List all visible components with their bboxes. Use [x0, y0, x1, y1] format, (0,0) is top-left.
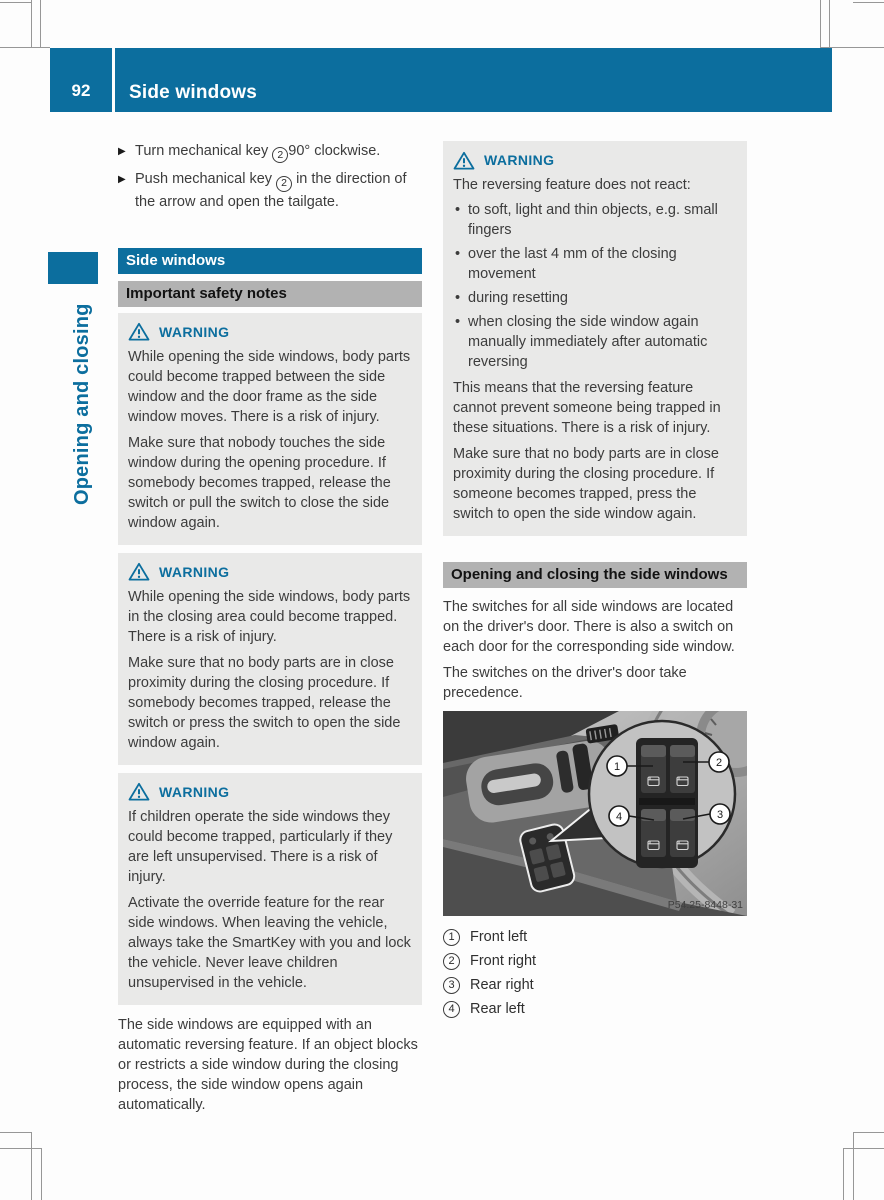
bullet-dot-icon: •: [455, 314, 461, 330]
warning-header: [128, 322, 412, 342]
scan-artifact: [820, 0, 821, 47]
bullet-dot-icon: •: [455, 202, 461, 218]
page-number: 92: [71, 81, 91, 100]
warning-box: [118, 313, 422, 545]
body-paragraph: The switches for all side windows are located on the driver's door. There is also a switch on each door for the corresponding side window.: [443, 599, 735, 655]
callout-3: 3: [716, 809, 724, 821]
warning-bullet: [453, 288, 737, 308]
warning-box: [443, 141, 747, 536]
warning-paragraph: Make sure that no body parts are in close proximity during the closing procedure. If someone becomes trapped, press the switch to open the side window again.: [453, 446, 719, 522]
callout-4: 4: [615, 811, 623, 823]
bullet-dot-icon: •: [455, 290, 461, 306]
legend-item: [443, 997, 747, 1021]
legend-label: Front left: [470, 929, 528, 945]
left-column: [118, 141, 422, 1115]
warning-paragraph: While opening the side windows, body parts could become trapped between the side window and the door frame as the side window moves. There is a risk of injury.: [128, 348, 411, 425]
figure-code: P54.25-8448-31: [667, 899, 743, 911]
warning-paragraph: This means that the reversing feature cannot prevent someone being trapped in these situations. There is a risk of injury.: [453, 380, 721, 436]
legend-number-icon: 3: [443, 977, 460, 994]
warning-bullet: [453, 244, 737, 284]
legend-item: [443, 973, 747, 997]
scan-artifact: [40, 0, 41, 47]
window-switch-panel: [636, 738, 698, 868]
scan-artifact: [853, 2, 884, 3]
warning-box: [118, 773, 422, 1005]
warning-triangle-icon: [128, 322, 150, 341]
action-item: [118, 169, 422, 211]
warning-label: WARNING: [159, 783, 230, 800]
legend-label: Rear left: [470, 1001, 525, 1017]
body-paragraph: The switches on the driver's door take precedence.: [443, 665, 687, 701]
warning-intro: The reversing feature does not react:: [453, 177, 691, 193]
figure-legend: [443, 925, 747, 1021]
right-column: [443, 141, 747, 1021]
action-arrow-icon: ▶: [118, 174, 126, 186]
warning-header: [128, 562, 412, 582]
scan-artifact: [0, 47, 50, 48]
section-header-opening-closing: Opening and closing the side windows: [443, 562, 747, 588]
action-text-post: in the direction of the arrow and open the tailgate.: [135, 171, 407, 210]
sidebar-chapter-label: Opening and closing: [71, 303, 93, 505]
warning-paragraph: Make sure that nobody touches the side window during the opening procedure. If somebody becomes trapped, release the switch or pull the switch to close the side window again.: [128, 434, 391, 531]
warning-paragraph: Make sure that no body parts are in close proximity during the closing procedure. If somebody becomes trapped, release the switch or press the switch to open the side window again.: [128, 654, 401, 751]
warning-paragraph: If children operate the side windows they could become trapped, particularly if they are left unsupervised. There is a risk of injury.: [128, 808, 393, 885]
warning-bullet: [453, 312, 737, 372]
action-list: [118, 141, 422, 212]
legend-number-icon: 1: [443, 929, 460, 946]
warning-header: [128, 782, 412, 802]
warning-bullet-text: to soft, light and thin objects, e.g. small fingers: [468, 202, 718, 238]
door-switch-photo: [443, 711, 747, 916]
action-arrow-icon: ▶: [118, 146, 126, 157]
scan-artifact: [829, 0, 830, 47]
legend-item: [443, 949, 747, 973]
warning-triangle-icon: [453, 151, 475, 170]
scan-artifact: [853, 1132, 854, 1200]
section-header-side-windows: Side windows: [118, 248, 422, 274]
warning-triangle-icon: [128, 562, 150, 581]
scan-artifact: [0, 1148, 41, 1149]
action-text-pre: Turn mechanical key: [135, 143, 273, 159]
chapter-title: Side windows: [129, 82, 258, 103]
warning-header: [453, 150, 737, 170]
legend-label: Front right: [470, 953, 537, 969]
warning-paragraph: While opening the side windows, body parts in the closing area could become trapped. There is a risk of injury.: [128, 588, 411, 645]
circled-number-2-icon: 2: [276, 176, 292, 192]
warning-box: [118, 553, 422, 765]
warning-bullet-text: when closing the side window again manually immediately after automatic reversing: [468, 314, 708, 370]
figure-door-switches: [443, 711, 747, 916]
scan-artifact: [0, 1132, 31, 1133]
warning-label: WARNING: [484, 152, 555, 168]
action-item: [118, 141, 422, 163]
sidebar-tab-marker: [48, 252, 98, 284]
bullet-dot-icon: •: [455, 246, 461, 262]
scan-artifact: [31, 1132, 32, 1200]
callout-1: 1: [613, 761, 621, 773]
warning-bullet-list: [453, 200, 737, 372]
warning-bullet-text: during resetting: [468, 290, 568, 306]
warning-label: WARNING: [159, 563, 230, 580]
scan-artifact: [843, 1148, 844, 1200]
legend-number-icon: 2: [443, 953, 460, 970]
scan-artifact: [31, 0, 32, 47]
scan-artifact: [0, 2, 31, 3]
subsection-header-important-safety-notes: Important safety notes: [118, 281, 422, 307]
legend-label: Rear right: [470, 977, 534, 993]
warning-bullet: [453, 200, 737, 240]
legend-number-icon: 4: [443, 1001, 460, 1018]
scan-artifact: [843, 1148, 884, 1149]
warning-triangle-icon: [128, 782, 150, 801]
warning-paragraph: Activate the override feature for the rear side windows. When leaving the vehicle, always take the SmartKey with you and lock the vehicle. Never leave children unsupervised in the vehicle.: [128, 894, 411, 991]
action-text-post: 90° clockwise.: [288, 143, 381, 159]
scan-artifact: [41, 1148, 42, 1200]
circled-number-2-icon: 2: [272, 147, 288, 163]
legend-item: [443, 925, 747, 949]
action-text-pre: Push mechanical key: [135, 171, 277, 188]
warning-label: WARNING: [159, 323, 230, 340]
chapter-header-bar: [50, 48, 832, 112]
body-paragraph: The side windows are equipped with an automatic reversing feature. If an object blocks or restricts a side window during the closing process, the side window opens again automatically.: [118, 1016, 418, 1113]
scan-artifact: [853, 1132, 884, 1133]
warning-bullet-text: over the last 4 mm of the closing movement: [468, 246, 677, 282]
callout-2: 2: [715, 757, 723, 769]
